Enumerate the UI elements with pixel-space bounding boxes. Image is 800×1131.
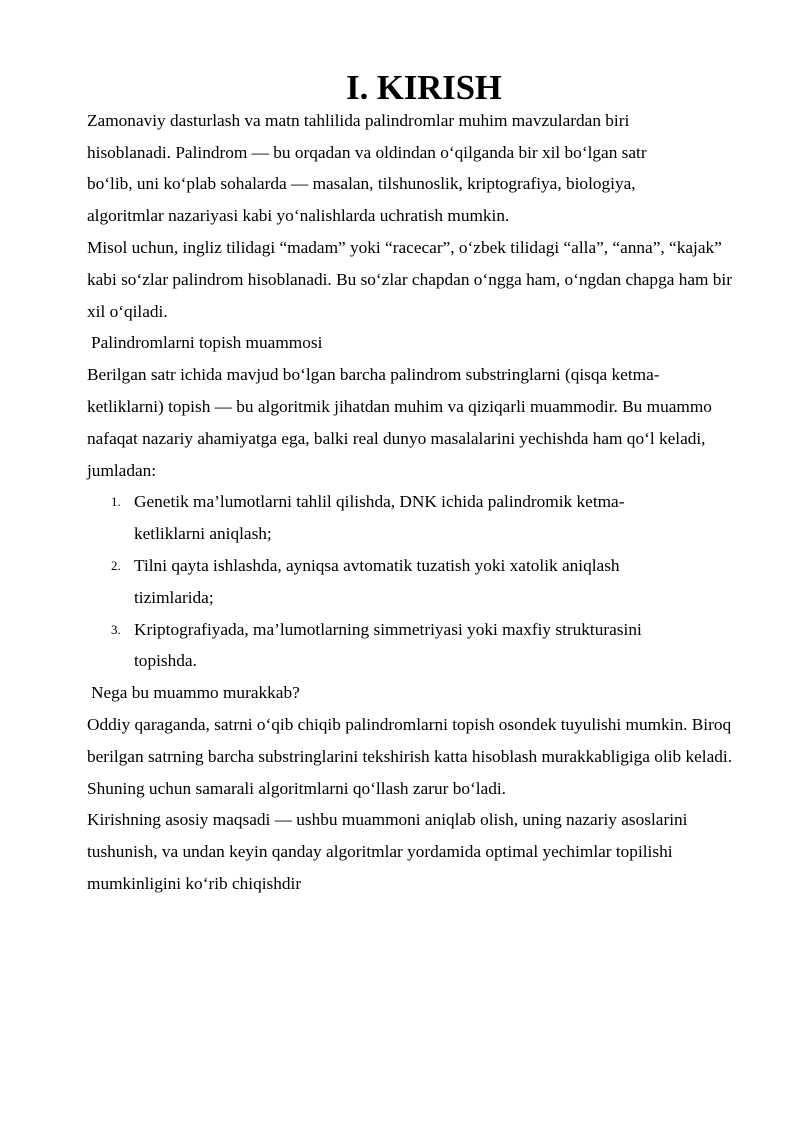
section-heading-palindrome-problem: Palindromlarni topish muammosi [91,333,323,353]
document-body [87,69,747,900]
list-item-text: Kriptografiyada, ma’lumotlarning simmetriyasi yoki maxfiy strukturasini topishda. [134,619,642,671]
list-item-text: Genetik ma’lumotlarni tahlil qilishda, DNK ichida palindromik ketma-ketliklarni aniqlash; [134,492,625,544]
applications-list [87,486,747,677]
list-item [87,486,694,550]
list-item-text: Tilni qayta ishlashda, ayniqsa avtomatik tuzatish yoki xatolik aniqlash tizimlarida; [134,555,620,607]
list-item-number: 1. [111,494,121,510]
list-item [87,614,694,678]
list-item [87,550,694,614]
section-paragraph-problem: Berilgan satr ichida mavjud bo‘lgan barcha palindrom substringlarni (qisqa ketma-ketliklarni) topish — bu algoritmik jihatdan muhim va qiziqarli muammodir. Bu muammo nafaqat nazariy ahamiyatga ega, balki real dunyo masalalarini yechishda ham qo‘l keladi, jumladan: [87,365,712,480]
intro-paragraph: Zamonaviy dasturlash va matn tahlilida palindromlar muhim mavzulardan biri hisoblanadi. Palindrom — bu orqadan va oldindan o‘qilganda bir xil bo‘lgan satr bo‘lib, uni ko‘plab sohalarda — masalan, tilshunoslik, kriptografiya, biologiya, algoritmlar nazariyasi kabi yo‘nalishlarda uchratish mumkin. [87,110,647,226]
section-paragraph-complexity: Oddiy qaraganda, satrni o‘qib chiqib palindromlarni topish osondek tuyulishi mumkin. Biroq berilgan satrning barcha substringlarini tekshirish katta hisoblash murakkabligiga olib keladi. Shuning uchun samarali algoritmlarni qo‘llash zarur bo‘ladi. [87,714,733,798]
list-item-number: 2. [111,557,121,573]
example-paragraph: Misol uchun, ingliz tilidagi “madam” yoki “racecar”, o‘zbek tilidagi “alla”, “anna”, “kajak” kabi so‘zlar palindrom hisoblanadi. Bu so‘zlar chapdan o‘ngga ham, o‘ngdan chapga ham bir xil o‘qiladi. [87,237,732,321]
conclusion-paragraph: Kirishning asosiy maqsadi — ushbu muammoni aniqlab olish, uning nazariy asoslarini tushunish, va undan keyin qanday algoritmlar yordamida optimal yechimlar topilishi mumkinligini ko‘rib chiqishdir [87,810,688,893]
page-title: I. KIRISH [346,69,502,107]
list-item-number: 3. [111,621,121,637]
section-heading-complexity: Nega bu muammo murakkab? [91,683,300,703]
